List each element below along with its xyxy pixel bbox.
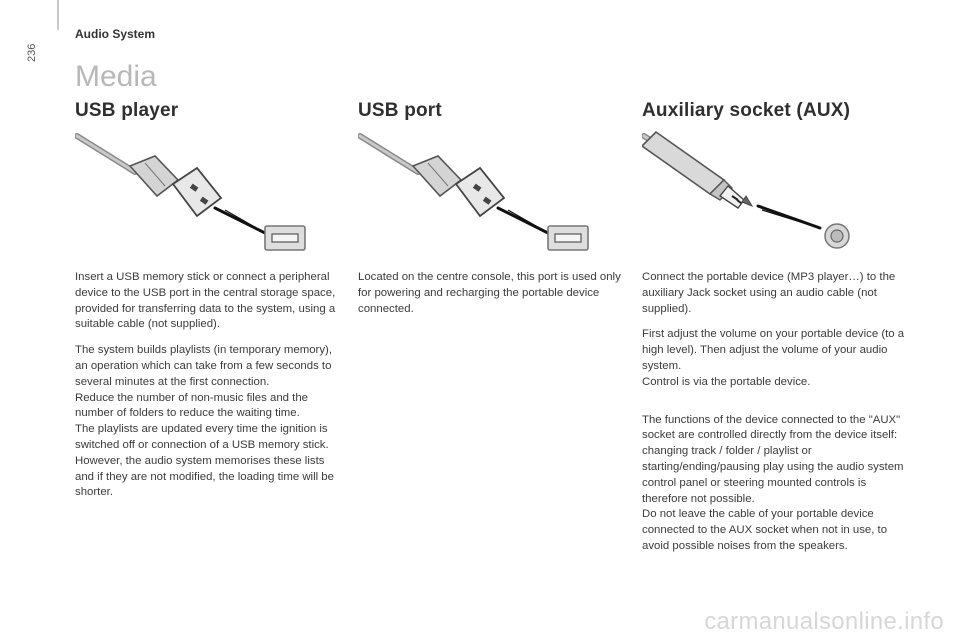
usb-player-section [75, 100, 345, 499]
usb-port-heading: USB port [358, 100, 442, 121]
paragraph: Connect the portable device (MP3 player…) to the auxiliary Jack socket using an audio cable (not supplied). [642, 271, 896, 315]
paragraph: Do not leave the cable of your portable device connected to the AUX socket when not in use, to avoid possible noises from the speakers. [642, 508, 888, 552]
page-title: Media [75, 60, 157, 93]
paragraph: Reduce the number of non-music files and the number of folders to reduce the waiting time. [75, 391, 309, 420]
paragraph: First adjust the volume on your portable device (to a high level). Then adjust the volume of your audio system. [642, 328, 905, 372]
margin-rule [57, 0, 59, 30]
usb-player-heading: USB player [75, 100, 179, 121]
watermark: carmanualsonline.info [704, 608, 944, 635]
usb-port-section [358, 100, 628, 315]
page-number: 236 [26, 43, 38, 62]
usb-plug-icon [75, 130, 315, 260]
paragraph: Located on the centre console, this port is used only for powering and recharging the portable device connected. [358, 271, 621, 315]
jack-plug-icon [642, 130, 882, 260]
paragraph: The system builds playlists (in temporary memory), an operation which can take from a few seconds to several minutes at the first connection. [75, 344, 332, 388]
paragraph: Control is via the portable device. [642, 375, 811, 388]
aux-heading: Auxiliary socket (AUX) [642, 100, 851, 121]
usb-plug-icon [358, 130, 598, 260]
section-header: Audio System [75, 27, 156, 41]
paragraph: The functions of the device connected to the "AUX" socket are controlled directly from the device itself: changing track / folder / playlist or starting/ending/pausing play using the audio system control panel or steering mounted controls is therefore not possible. [642, 413, 904, 505]
paragraph: Insert a USB memory stick or connect a peripheral device to the USB port in the central storage space, provided for transferring data to the system, using a suitable cable (not supplied). [75, 271, 336, 331]
usb-player-text [75, 270, 340, 501]
paragraph: The playlists are updated every time the ignition is switched off or connection of a USB memory stick. However, the audio system memorises these lists and if they are not modified, the loading time will be shorter. [75, 423, 334, 499]
usb-port-text [358, 270, 623, 327]
aux-section [642, 100, 912, 552]
aux-text [642, 270, 907, 555]
